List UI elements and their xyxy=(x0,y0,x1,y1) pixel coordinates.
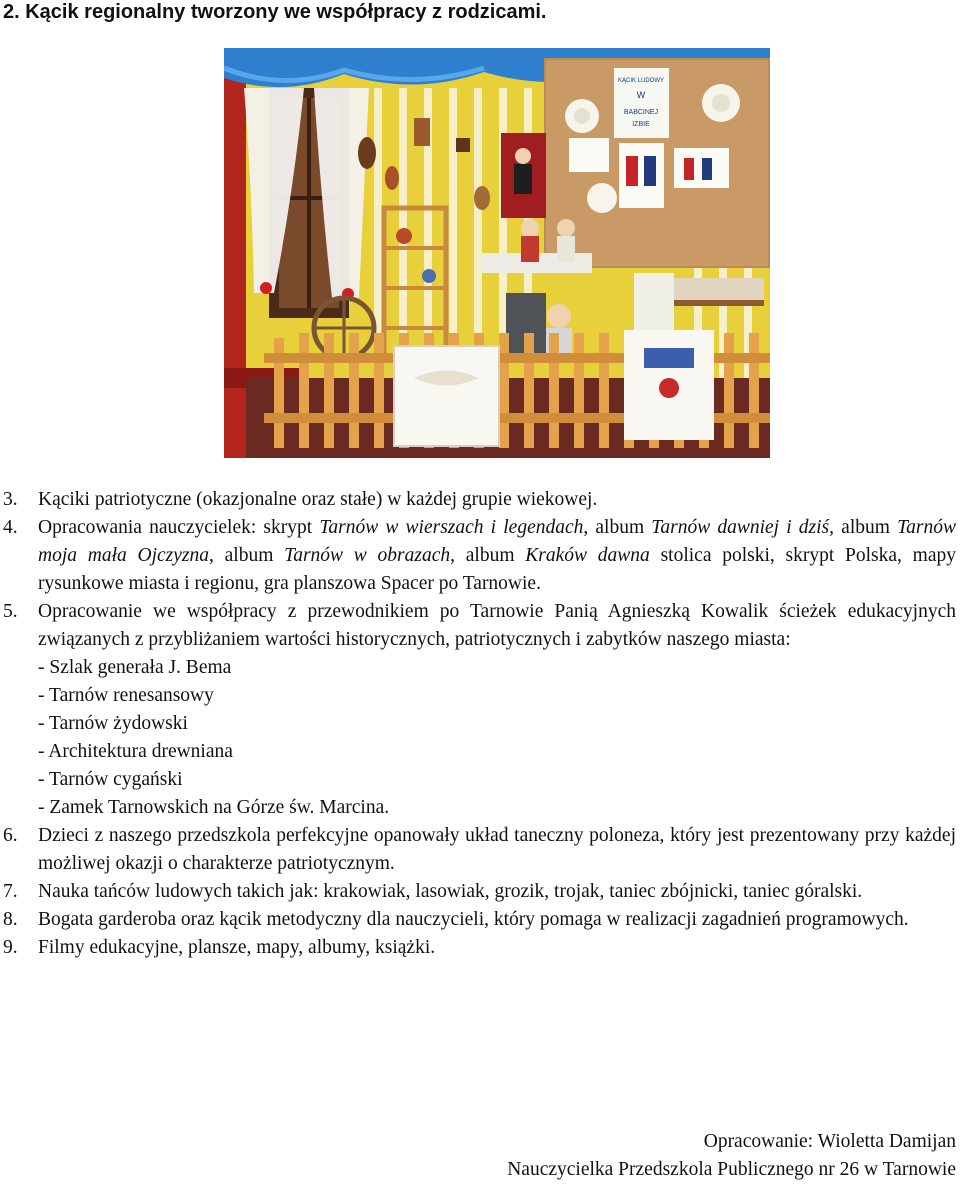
publication-title: Kraków dawna xyxy=(525,545,650,566)
item-number: 7. xyxy=(3,881,18,902)
list-item-6 xyxy=(3,822,956,878)
section-heading: 2. Kącik regionalny tworzony we współpracy z rodzicami. xyxy=(3,1,547,23)
regional-corner-photo xyxy=(224,48,770,458)
item-number: 4. xyxy=(3,517,18,538)
publication-title: Tarnów w obrazach xyxy=(284,545,451,566)
text-run: stolica polski, skrypt Polska, mapy rysunkowe miasta i regionu, gra planszowa Spacer po Tarnowie. xyxy=(38,545,956,594)
text-run: , album xyxy=(209,545,285,566)
item-number: 5. xyxy=(3,601,18,622)
trail-item: - Tarnów cygański xyxy=(38,769,183,790)
text-run: , album xyxy=(829,517,898,538)
item-number: 8. xyxy=(3,909,18,930)
publication-title: Tarnów moja mała Ojczyzna xyxy=(38,517,956,566)
trail-item: - Zamek Tarnowskich na Górze św. Marcina. xyxy=(38,797,390,818)
sign-line-1: KĄCIK LUDOWY xyxy=(617,78,665,84)
item-text xyxy=(38,517,956,594)
list-item-9 xyxy=(3,934,956,962)
activities-list xyxy=(3,486,956,962)
text-run: , album xyxy=(450,545,526,566)
item-number: 6. xyxy=(3,825,18,846)
publication-title: Tarnów dawniej i dziś xyxy=(651,517,830,538)
list-item-7 xyxy=(3,878,956,906)
trail-item: - Tarnów renesansowy xyxy=(38,685,214,706)
list-item-8 xyxy=(3,906,956,934)
text-run: Opracowania nauczycielek: skrypt xyxy=(38,517,320,538)
trail-item: - Tarnów żydowski xyxy=(38,713,188,734)
publication-title: Tarnów w wierszach i legendach xyxy=(319,517,584,538)
item-text: Bogata garderoba oraz kącik metodyczny dla nauczycieli, który pomaga w realizacji zagadnień programowych. xyxy=(38,909,909,930)
sign-line-2: W xyxy=(636,90,646,100)
list-item-3 xyxy=(3,486,956,514)
item-number: 3. xyxy=(3,489,18,510)
author-line: Opracowanie: Wioletta Damijan xyxy=(703,1131,956,1152)
item-text: Opracowanie we współpracy z przewodnikiem po Tarnowie Panią Agnieszką Kowalik ścieżek edukacyjnych związanych z przybliżaniem wartości historycznych, patriotycznych i zabytków naszego miasta: xyxy=(38,601,956,650)
item-text: Nauka tańców ludowych takich jak: krakowiak, lasowiak, grozik, trojak, taniec zbójnicki, taniec góralski. xyxy=(38,881,863,902)
author-affiliation: Nauczycielka Przedszkola Publicznego nr 26 w Tarnowie xyxy=(507,1159,956,1180)
trail-item: - Architektura drewniana xyxy=(38,741,233,762)
list-item-4 xyxy=(3,514,956,598)
sign-line-3: BABCINEJ xyxy=(623,109,659,116)
author-signature xyxy=(507,1128,956,1184)
item-text: Kąciki patriotyczne (okazjonalne oraz stałe) w każdej grupie wiekowej. xyxy=(38,489,598,510)
text-run: , album xyxy=(583,517,652,538)
item-number: 9. xyxy=(3,937,18,958)
list-item-5 xyxy=(3,598,956,822)
trail-item: - Szlak generała J. Bema xyxy=(38,657,232,678)
item-text: Filmy edukacyjne, plansze, mapy, albumy, książki. xyxy=(38,937,436,958)
sign-line-4: IZBIE xyxy=(632,121,650,128)
item-text: Dzieci z naszego przedszkola perfekcyjne opanowały układ taneczny poloneza, który jest prezentowany przy każdej możliwej okazji o charakterze patriotycznym. xyxy=(38,825,956,874)
